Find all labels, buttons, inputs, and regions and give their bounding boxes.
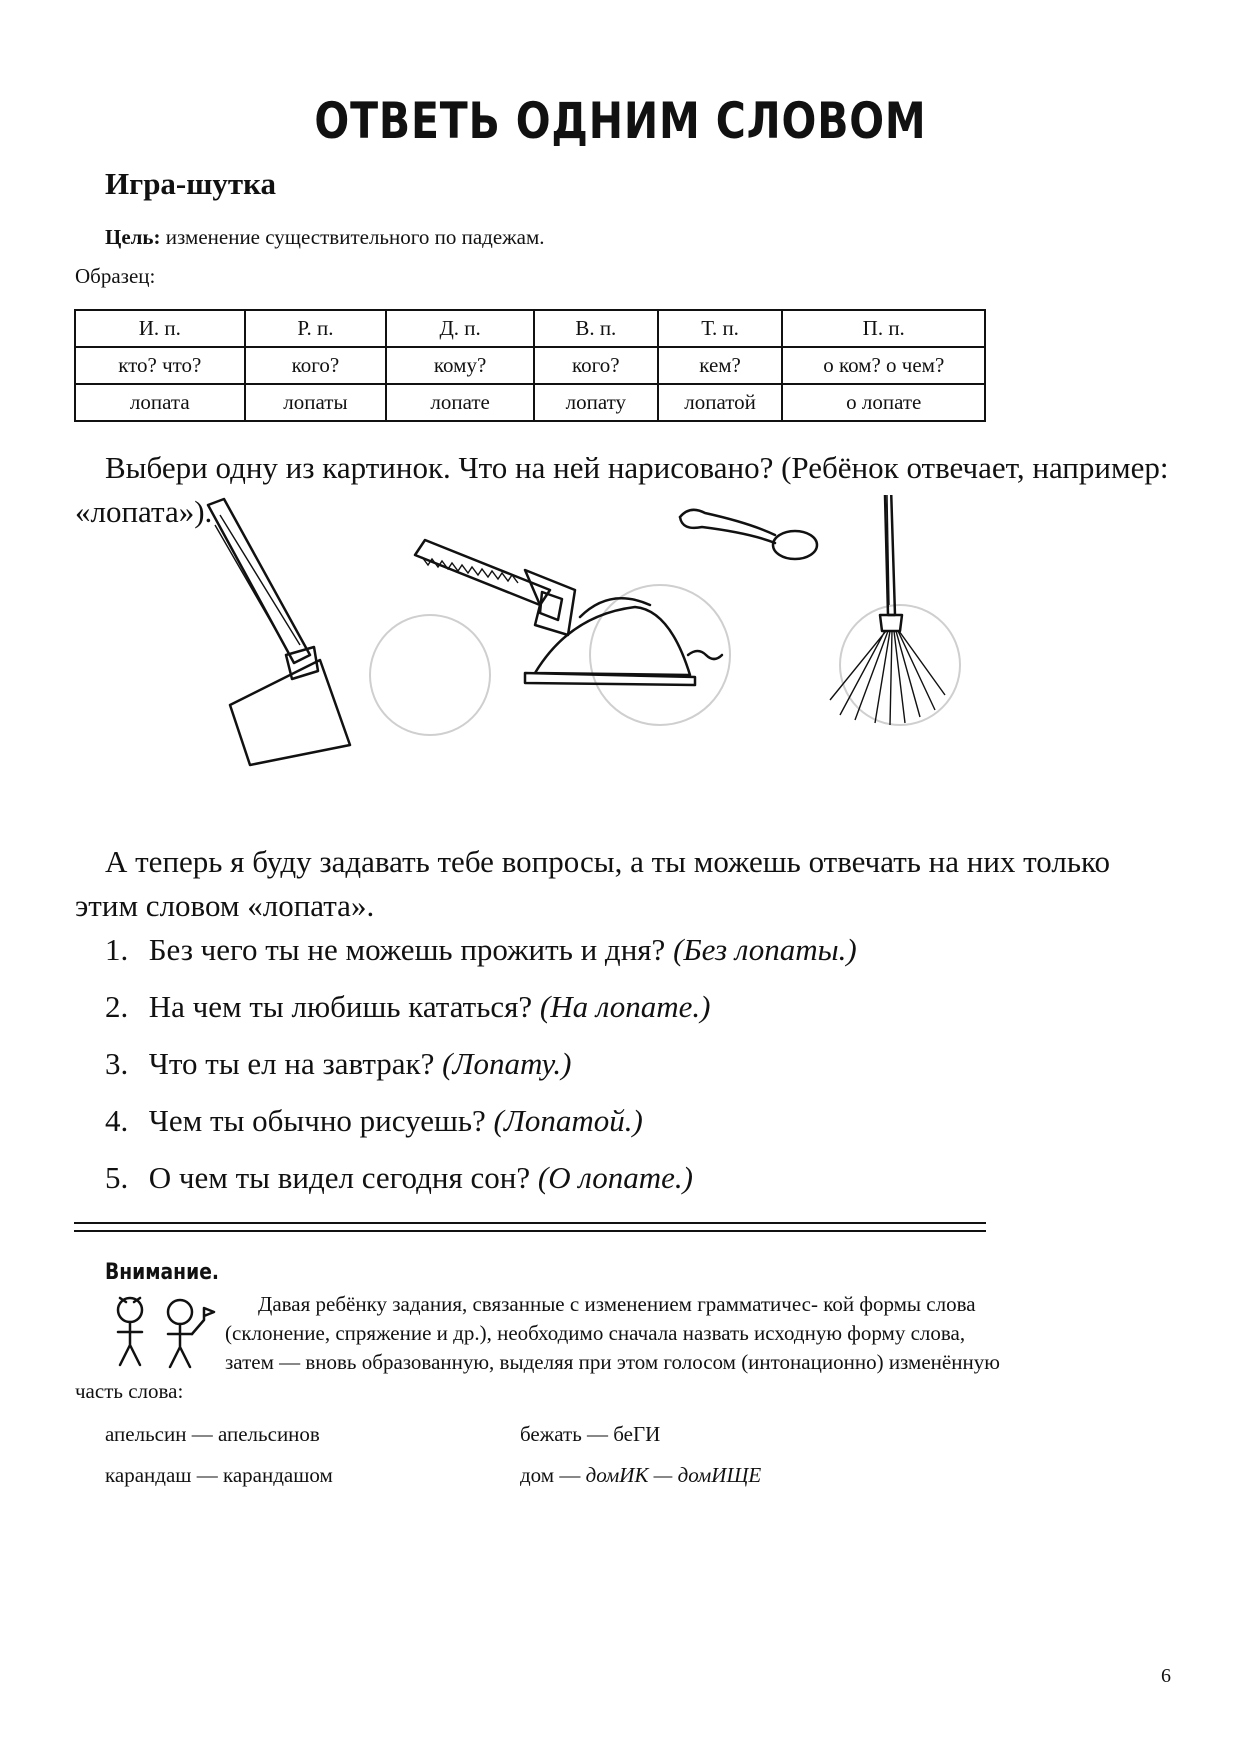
question-answer: (О лопате.) — [537, 1160, 693, 1195]
example-left-2: карандаш — карандашом — [105, 1463, 333, 1487]
example-right-1: бежать — беГИ — [520, 1422, 661, 1446]
question-number: 5. — [105, 1160, 129, 1195]
list-item — [105, 932, 857, 989]
case-header: Д. п. — [386, 310, 534, 347]
question-text: Что ты ел на завтрак? — [148, 1046, 435, 1081]
question-text: Без чего ты не можешь прожить и дня? — [148, 932, 666, 967]
question-answer: (Без лопаты.) — [673, 932, 857, 967]
illustrations — [190, 495, 1160, 805]
list-item — [105, 1160, 857, 1217]
case-form: лопату — [534, 384, 658, 421]
case-question: кого? — [245, 347, 387, 384]
spoon-icon — [680, 510, 817, 559]
list-item — [105, 1046, 857, 1103]
case-question: кому? — [386, 347, 534, 384]
question-text: На чем ты любишь кататься? — [148, 989, 533, 1024]
question-text: Чем ты обычно рисуешь? — [148, 1103, 486, 1138]
game-subtitle: Игра-шутка — [105, 166, 277, 201]
case-header: Р. п. — [245, 310, 387, 347]
case-question: кто? что? — [75, 347, 245, 384]
example-right-2 — [520, 1463, 761, 1488]
divider — [74, 1222, 986, 1224]
case-question: кого? — [534, 347, 658, 384]
goal-text: изменение существительного по падежам. — [165, 225, 545, 249]
case-header-row — [75, 310, 985, 347]
list-item — [105, 989, 857, 1046]
faded-background-icon — [370, 585, 960, 735]
case-table — [74, 309, 986, 422]
case-question: о ком? о чем? — [782, 347, 985, 384]
iron-icon — [525, 598, 722, 685]
question-answer: (На лопате.) — [539, 989, 711, 1024]
attention-line-2: (склонение, спряжение и др.), необходимо сначала назвать исходную форму слова, — [225, 1321, 966, 1345]
example-right-2-italic: домИК — домИЩЕ — [585, 1463, 762, 1487]
case-header: И. п. — [75, 310, 245, 347]
saw-icon — [415, 540, 575, 635]
case-form: лопате — [386, 384, 534, 421]
question-number: 4. — [105, 1103, 129, 1138]
case-header: П. п. — [782, 310, 985, 347]
instruction-paragraph: А теперь я буду задавать тебе вопросы, а ты можешь отвечать на них только этим словом «лопата». — [75, 844, 1110, 923]
broom-icon — [830, 495, 945, 725]
case-form: лопатой — [658, 384, 783, 421]
attention-heading: Внимание. — [105, 1260, 219, 1285]
goal-label: Цель: — [105, 225, 161, 249]
case-form: о лопате — [782, 384, 985, 421]
question-number: 3. — [105, 1046, 129, 1081]
case-header: В. п. — [534, 310, 658, 347]
question-answer: (Лопатой.) — [493, 1103, 643, 1138]
question-number: 1. — [105, 932, 129, 967]
case-question: кем? — [658, 347, 783, 384]
question-answer: (Лопату.) — [442, 1046, 572, 1081]
attention-line-4: часть слова: — [75, 1379, 184, 1403]
goal-line — [105, 225, 545, 250]
list-item — [105, 1103, 857, 1160]
example-right-2-prefix: дом — — [520, 1463, 586, 1487]
case-form: лопата — [75, 384, 245, 421]
case-form-row — [75, 384, 985, 421]
case-question-row — [75, 347, 985, 384]
intro-paragraph: Выбери одну из картинок. Что на ней нарисовано? (Ребёнок отвечает, например: «лопата»). — [75, 450, 1169, 529]
shovel-icon — [208, 499, 350, 765]
case-form: лопаты — [245, 384, 387, 421]
sample-label: Образец: — [75, 264, 156, 288]
question-list — [105, 932, 857, 1217]
page-number: 6 — [1161, 1665, 1171, 1687]
example-left-1: апельсин — апельсинов — [105, 1422, 320, 1446]
attention-line-1: Давая ребёнку задания, связанные с изменением грамматичес- кой формы слова — [258, 1292, 976, 1316]
case-header: Т. п. — [658, 310, 783, 347]
attention-line-3: затем — вновь образованную, выделяя при этом голосом (интонационно) изменённую — [225, 1350, 1000, 1374]
divider — [74, 1230, 986, 1232]
page-title: ОТВЕТЬ ОДНИМ СЛОВОМ — [314, 92, 927, 150]
children-icon — [100, 1290, 220, 1370]
question-text: О чем ты видел сегодня сон? — [148, 1160, 531, 1195]
question-number: 2. — [105, 989, 129, 1024]
